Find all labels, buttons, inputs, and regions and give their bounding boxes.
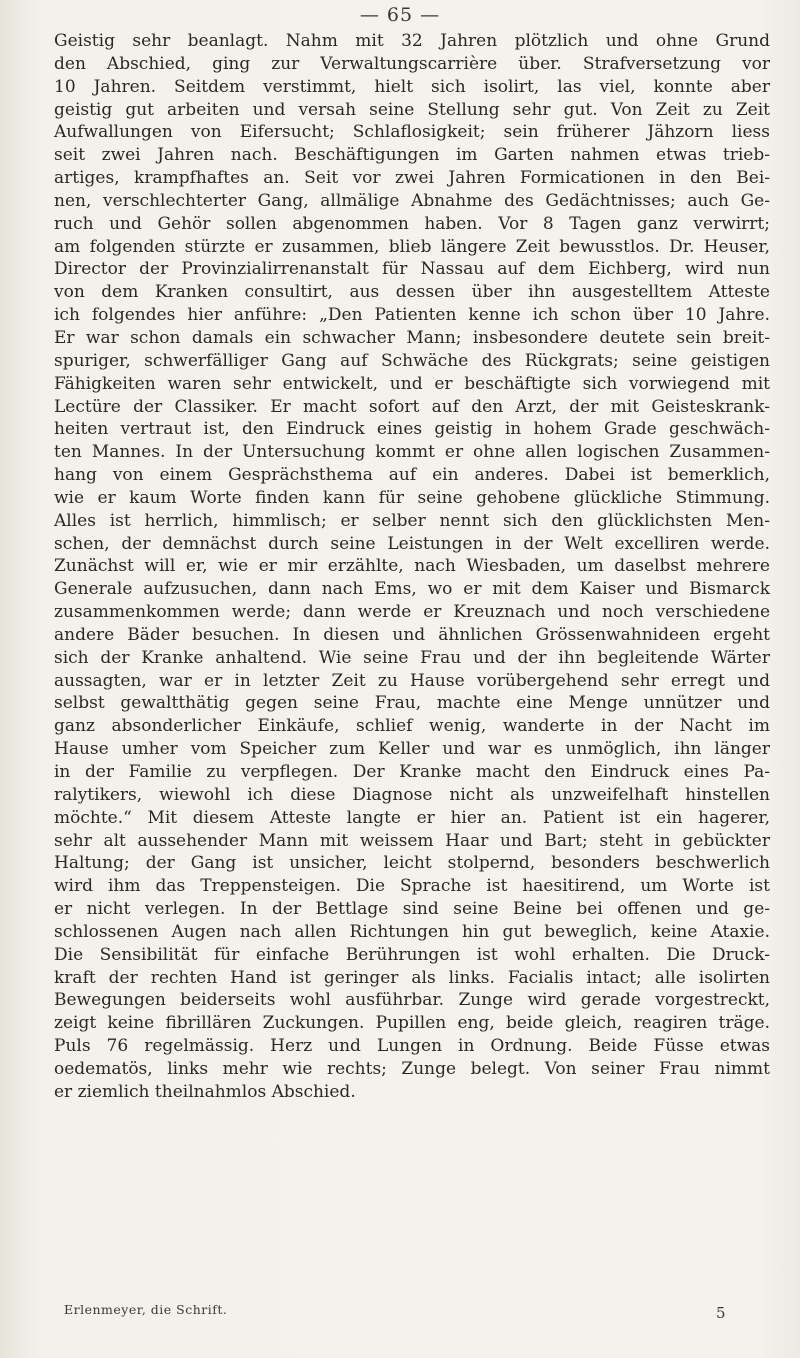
- text-line: aussagten, war er in letzter Zeit zu Hause vorübergehend sehr erregt und: [54, 670, 770, 691]
- text-line: seit zwei Jahren nach. Beschäftigungen im Garten nahmen etwas trieb-: [54, 145, 770, 166]
- text-line: Bewegungen beiderseits wohl ausführbar. Zunge wird gerade vorgestreckt,: [54, 990, 770, 1011]
- body-text: [54, 30, 770, 1104]
- text-line: zusammenkommen werde; dann werde er Kreuznach und noch verschiedene: [54, 602, 770, 623]
- signature-mark: 5: [716, 1304, 726, 1322]
- text-line: schen, der demnächst durch seine Leistungen in der Welt excelliren werde.: [54, 533, 770, 554]
- text-line: ten Mannes. In der Untersuchung kommt er ohne allen logischen Zusammen-: [54, 442, 770, 463]
- text-line: spuriger, schwerfälliger Gang auf Schwäche des Rückgrats; seine geistigen: [54, 350, 770, 371]
- text-line: Director der Provinzialirrenanstalt für Nassau auf dem Eichberg, wird nun: [54, 259, 770, 280]
- text-line: Zunächst will er, wie er mir erzählte, nach Wiesbaden, um daselbst mehrere: [54, 556, 770, 577]
- text-line: Puls 76 regelmässig. Herz und Lungen in Ordnung. Beide Füsse etwas: [54, 1036, 770, 1057]
- text-line: nen, verschlechterter Gang, allmälige Abnahme des Gedächtnisses; auch Ge-: [54, 190, 770, 211]
- text-line: Aufwallungen von Eifersucht; Schlaflosigkeit; sein früherer Jähzorn liess: [54, 122, 770, 143]
- text-line: Lectüre der Classiker. Er macht sofort auf den Arzt, der mit Geisteskrank-: [54, 396, 770, 417]
- text-line: Alles ist herrlich, himmlisch; er selber nennt sich den glücklichsten Men-: [54, 510, 770, 531]
- text-line: kraft der rechten Hand ist geringer als links. Facialis intact; alle isolirten: [54, 967, 770, 988]
- text-line: oedematös, links mehr wie rechts; Zunge belegt. Von seiner Frau nimmt: [54, 1058, 770, 1079]
- text-line: er nicht verlegen. In der Bettlage sind seine Beine bei offenen und ge-: [54, 899, 770, 920]
- text-line: wird ihm das Treppensteigen. Die Sprache ist haesitirend, um Worte ist: [54, 876, 770, 897]
- text-line: Haltung; der Gang ist unsicher, leicht stolpernd, besonders beschwerlich: [54, 853, 770, 874]
- page-number: — 65 —: [359, 4, 441, 26]
- text-line: Hause umher vom Speicher zum Keller und war es unmöglich, ihn länger: [54, 739, 770, 760]
- text-line: in der Familie zu verpflegen. Der Kranke macht den Eindruck eines Pa-: [54, 762, 770, 782]
- text-line: ruch und Gehör sollen abgenommen haben. Vor 8 Tagen ganz verwirrt;: [54, 213, 770, 234]
- text-line: sich der Kranke anhaltend. Wie seine Frau und der ihn begleitende Wärter: [54, 647, 770, 668]
- text-line: ganz absonderlicher Einkäufe, schlief wenig, wanderte in der Nacht im: [54, 716, 770, 737]
- text-line: den Abschied, ging zur Verwaltungscarrière über. Strafversetzung vor: [54, 53, 770, 74]
- text-line: er ziemlich theilnahmlos Abschied.: [54, 1081, 356, 1102]
- printer-signature: Erlenmeyer, die Schrift.: [64, 1302, 228, 1317]
- text-line: andere Bäder besuchen. In diesen und ähnlichen Grössenwahnideen ergeht: [54, 624, 770, 645]
- text-line: ich folgendes hier anführe: „Den Patienten kenne ich schon über 10 Jahre.: [54, 305, 770, 326]
- text-line: selbst gewaltthätig gegen seine Frau, machte eine Menge unnützer und: [54, 693, 770, 714]
- text-line: von dem Kranken consultirt, aus dessen über ihn ausgestelltem Atteste: [54, 282, 770, 303]
- text-line: geistig gut arbeiten und versah seine Stellung sehr gut. Von Zeit zu Zeit: [54, 99, 770, 120]
- text-line: ralytikers, wiewohl ich diese Diagnose nicht als unzweifelhaft hinstellen: [54, 784, 770, 805]
- text-line: möchte.“ Mit diesem Atteste langte er hier an. Patient ist ein hagerer,: [54, 807, 770, 828]
- text-line: Er war schon damals ein schwacher Mann; insbesondere deutete sein breit-: [54, 327, 770, 348]
- text-line: am folgenden stürzte er zusammen, blieb längere Zeit bewusstlos. Dr. Heuser,: [54, 236, 770, 257]
- text-line: artiges, krampfhaftes an. Seit vor zwei Jahren Formicationen in den Bei-: [54, 168, 770, 189]
- text-line: 10 Jahren. Seitdem verstimmt, hielt sich isolirt, las viel, konnte aber: [54, 76, 770, 97]
- text-line: wie er kaum Worte finden kann für seine gehobene glückliche Stimmung.: [54, 487, 770, 508]
- text-line: hang von einem Gesprächsthema auf ein anderes. Dabei ist bemerklich,: [54, 465, 770, 486]
- text-line: Geistig sehr beanlagt. Nahm mit 32 Jahren plötzlich und ohne Grund: [54, 31, 770, 51]
- text-line: zeigt keine fibrillären Zuckungen. Pupillen eng, beide gleich, reagiren träge.: [54, 1013, 770, 1034]
- text-line: Fähigkeiten waren sehr entwickelt, und er beschäftigte sich vorwiegend mit: [54, 373, 770, 394]
- text-line: Generale aufzusuchen, dann nach Ems, wo er mit dem Kaiser und Bismarck: [54, 579, 770, 600]
- text-line: sehr alt aussehender Mann mit weissem Haar und Bart; steht in gebückter: [54, 830, 770, 851]
- text-line: heiten vertraut ist, den Eindruck eines geistig in hohem Grade geschwäch-: [54, 419, 770, 440]
- text-line: Die Sensibilität für einfache Berührungen ist wohl erhalten. Die Druck-: [54, 944, 770, 965]
- text-line: schlossenen Augen nach allen Richtungen hin gut beweglich, keine Ataxie.: [54, 921, 770, 942]
